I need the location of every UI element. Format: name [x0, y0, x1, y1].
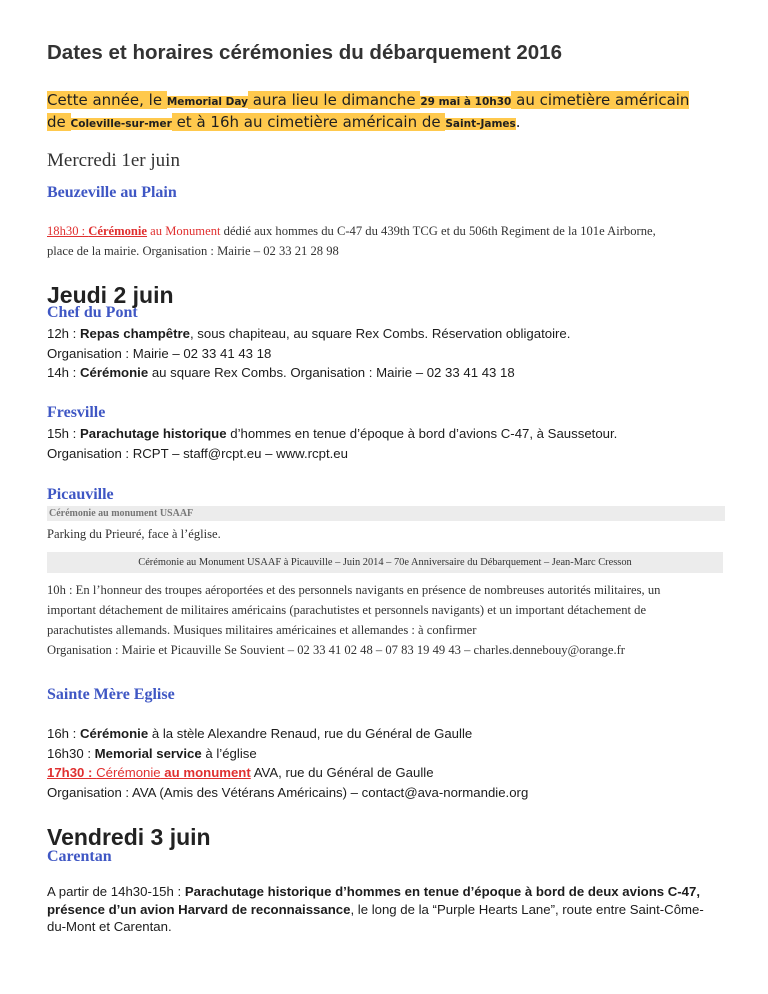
carentan-paragraph: [47, 883, 727, 936]
picauville-line-2: important détachement de militaires américains (parachutistes et personnels navigants) et un important détachement de: [47, 603, 647, 617]
fresville-line-1: [47, 424, 727, 444]
monument-link[interactable]: au monument: [160, 765, 251, 780]
event-text: , le long de la “Purple Hearts Lane”, route entre Saint-Côme-: [350, 901, 704, 917]
chefdupont-line-2: Organisation : Mairie – 02 33 41 43 18: [47, 345, 272, 361]
town-picauville: Picauville: [47, 486, 114, 503]
picauville-line-1: 10h : En l’honneur des troupes aéroportées et des personnels navigants en présence de nombreuses autorités militaires, un: [47, 583, 661, 597]
time-link[interactable]: 18h30 :: [47, 224, 89, 238]
town-sainte-mere-eglise: Sainte Mère Eglise: [47, 686, 175, 703]
day-heading-mercredi: Mercredi 1er juin: [47, 150, 180, 171]
intro-period: .: [515, 113, 521, 131]
ceremonie-link[interactable]: Cérémonie: [96, 765, 161, 780]
time-link[interactable]: 17h30 :: [47, 765, 97, 780]
event-text: à l’église: [201, 745, 257, 761]
monument-link[interactable]: au Monument: [147, 224, 221, 238]
intro-line-1: [47, 90, 689, 112]
chefdupont-paragraph: [47, 324, 727, 383]
picauville-parking: [47, 524, 717, 544]
picauville-graybar: Cérémonie au monument USAAF: [47, 506, 725, 521]
event-text: au square Rex Combs. Organisation : Mairie – 02 33 41 43 18: [148, 365, 515, 380]
carentan-line-3: du-Mont et Carentan.: [47, 919, 172, 934]
event-bold: Repas champêtre: [80, 326, 190, 341]
intro-text: et à 16h au cimetière américain de: [171, 113, 446, 131]
event-text: , sous chapiteau, au square Rex Combs. Réservation obligatoire.: [189, 326, 571, 341]
event-text: AVA, rue du Général de Gaulle: [250, 765, 434, 780]
event-text: d’hommes en tenue d’époque à bord d’avions C-47, à Saussetour.: [226, 426, 618, 441]
event-bold: Parachutage historique d’hommes en tenue d’époque à bord de deux avions C-47,: [184, 884, 700, 899]
intro-coleville: Coleville-sur-mer: [70, 118, 172, 130]
intro-memorial-day: Memorial Day: [166, 96, 248, 108]
intro-text: aura lieu le dimanche: [248, 91, 421, 109]
carentan-line-2: [47, 901, 727, 919]
town-fresville: Fresville: [47, 404, 106, 421]
picauville-line-4: Organisation : Mairie et Picauville Se Souvient – 02 33 41 02 48 – 07 83 19 49 43 – charles.dennebouy@orange.fr: [47, 643, 625, 657]
fresville-paragraph: [47, 424, 727, 463]
event-bold: Cérémonie: [80, 365, 149, 380]
beuzeville-text: dédié aux hommes du C-47 du 439th TCG et du 506th Regiment de la 101e Airborne,: [220, 224, 656, 238]
event-bold: Memorial service: [94, 745, 202, 761]
event-bold: Parachutage historique: [80, 426, 227, 441]
intro-text: Cette année, le: [47, 91, 167, 109]
fresville-line-2: Organisation : RCPT – staff@rcpt.eu – www.rcpt.eu: [47, 445, 348, 461]
time-text: 15h :: [47, 426, 80, 441]
event-text: à la stèle Alexandre Renaud, rue du Général de Gaulle: [148, 726, 473, 741]
town-beuzeville: Beuzeville au Plain: [47, 184, 177, 201]
time-text: 14h :: [47, 365, 80, 380]
intro-line-2: [47, 112, 689, 134]
time-text: 16h30 :: [47, 745, 95, 761]
carentan-line-1: [47, 883, 727, 901]
intro-text: au cimetière américain: [511, 91, 690, 109]
event-bold: Cérémonie: [80, 726, 149, 741]
time-text: A partir de 14h30-15h :: [47, 884, 185, 899]
beuzeville-paragraph: [47, 221, 717, 261]
time-text: 16h :: [47, 726, 80, 741]
saintemere-line-3: [47, 763, 727, 783]
intro-paragraph: [47, 90, 689, 134]
picauville-paragraph: [47, 580, 717, 660]
beuzeville-line-1: [47, 221, 717, 241]
day-heading-jeudi: Jeudi 2 juin: [47, 282, 174, 308]
chefdupont-line-3: [47, 363, 727, 383]
saintemere-line-2: [47, 744, 727, 764]
ceremonie-link[interactable]: Cérémonie: [88, 224, 148, 238]
town-chef-du-pont: Chef du Pont: [47, 304, 138, 321]
saintemere-line-4: Organisation : AVA (Amis des Vétérans Américains) – contact@ava-normandie.org: [47, 784, 529, 800]
beuzeville-line-2: place de la mairie. Organisation : Mairie – 02 33 21 28 98: [47, 244, 339, 258]
event-bold: présence d’un avion Harvard de reconnaissance: [47, 901, 351, 917]
intro-date: 29 mai à 10h30: [420, 96, 512, 108]
picauville-image-caption: Cérémonie au Monument USAAF à Picauville – Juin 2014 – 70e Anniversaire du Débarquement – Jean-Marc Cresson: [47, 552, 723, 573]
time-text: 12h :: [47, 326, 80, 341]
day-heading-vendredi: Vendredi 3 juin: [47, 824, 211, 850]
town-carentan: Carentan: [47, 848, 112, 865]
page-title: Dates et horaires cérémonies du débarquement 2016: [47, 41, 562, 64]
picauville-line-3: parachutistes allemands. Musiques militaires américaines et allemandes : à confirmer: [47, 623, 477, 637]
intro-saint-james: Saint-James: [445, 118, 516, 130]
intro-text: de: [47, 113, 71, 131]
saintemere-paragraph: [47, 724, 727, 802]
chefdupont-line-1: [47, 324, 727, 344]
saintemere-line-1: [47, 724, 727, 744]
parking-text: Parking du Prieuré, face à l’église.: [47, 527, 221, 541]
